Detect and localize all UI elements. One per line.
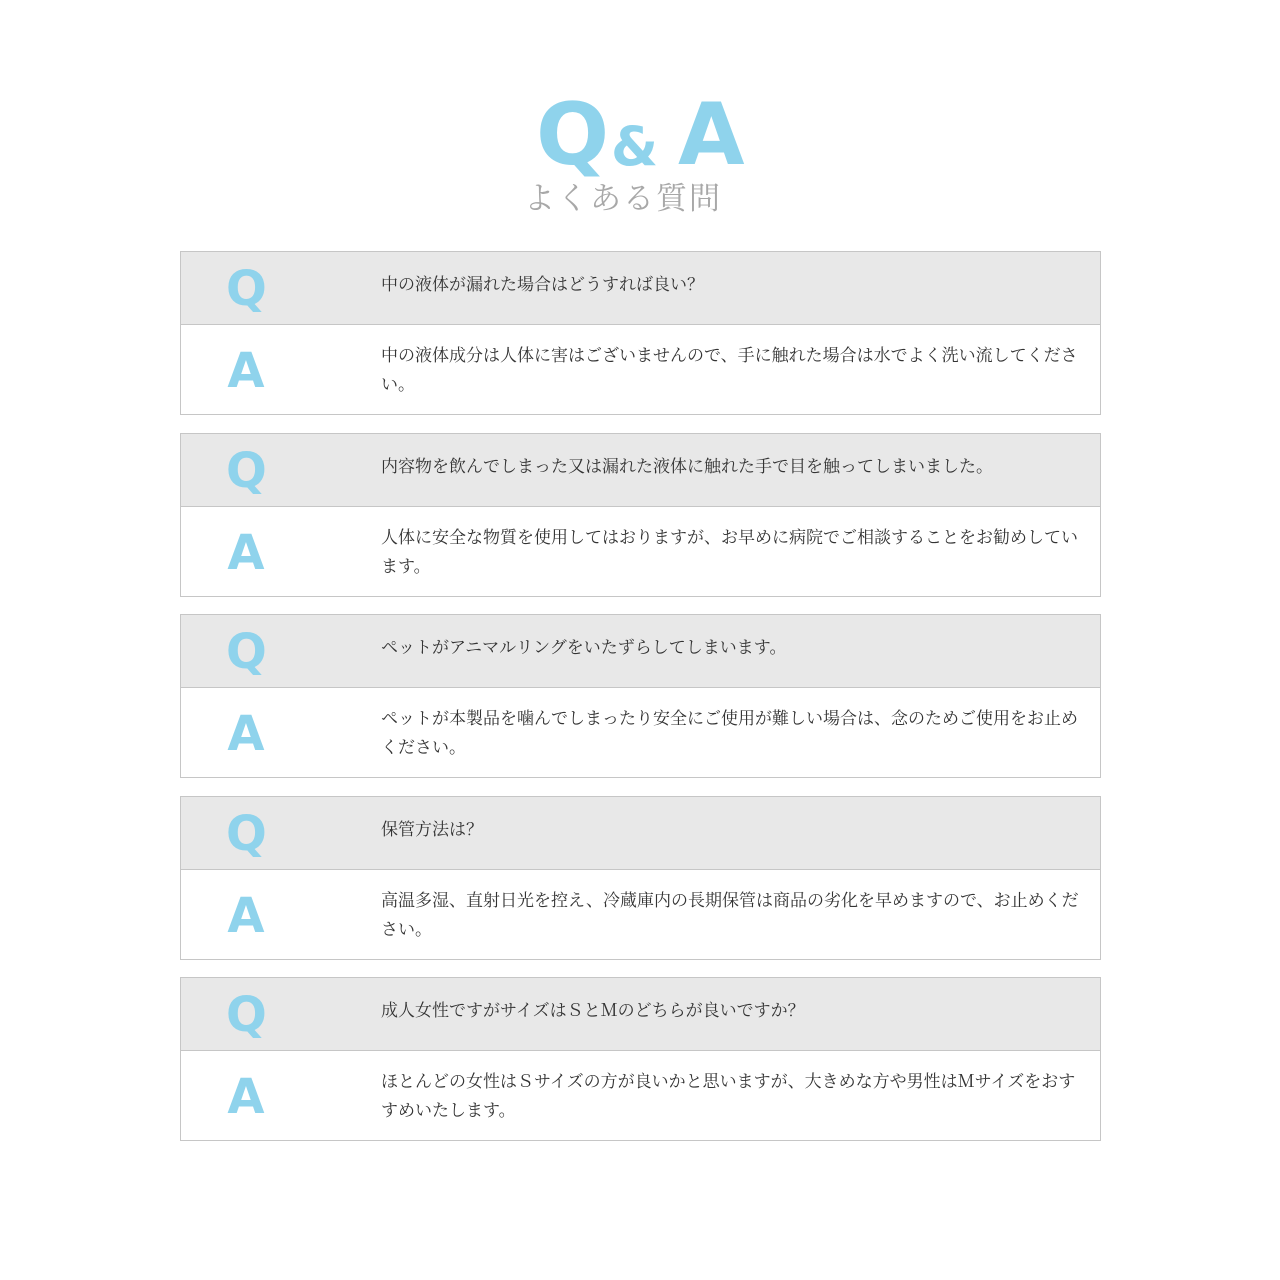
answer-marker: A <box>227 1069 265 1125</box>
title-a-letter: A <box>678 85 745 185</box>
answer-row <box>181 870 1100 959</box>
question-row <box>181 434 1100 507</box>
faq-item <box>180 251 1101 415</box>
question-marker: Q <box>226 987 267 1043</box>
answer-row <box>181 688 1100 777</box>
question-marker: Q <box>226 624 267 680</box>
answer-row <box>181 507 1100 596</box>
title-ampersand: & <box>611 115 659 178</box>
answer-marker: A <box>227 525 265 581</box>
answer-text: 人体に安全な物質を使用してはおりますが、お早めに病院でご相談することをお勧めしています。 <box>381 528 1078 577</box>
question-row <box>181 978 1100 1051</box>
question-text: 成人女性ですがサイズはＳとＭのどちらが良いですか？ <box>381 1001 805 1021</box>
answer-marker: A <box>227 343 265 399</box>
question-marker: Q <box>226 261 267 317</box>
answer-text: 中の液体成分は人体に害はございませんので、手に触れた場合は水でよく洗い流してください。 <box>381 346 1078 395</box>
question-text: ペットがアニマルリングをいたずらしてしまいます。 <box>381 638 787 658</box>
question-row <box>181 252 1100 325</box>
question-row <box>181 797 1100 870</box>
question-text: 保管方法は？ <box>381 820 483 840</box>
question-row <box>181 615 1100 688</box>
answer-marker: A <box>227 888 265 944</box>
faq-item <box>180 614 1101 778</box>
answer-text: ペットが本製品を噛んでしまったり安全にご使用が難しい場合は、念のためご使用をお止めください。 <box>381 709 1078 758</box>
answer-row <box>181 1051 1100 1140</box>
question-marker: Q <box>226 443 267 499</box>
answer-text: ほとんどの女性はＳサイズの方が良いかと思いますが、大きめな方や男性はＭサイズをおすすめいたします。 <box>381 1072 1076 1121</box>
answer-text: 高温多湿、直射日光を控え、冷蔵庫内の長期保管は商品の劣化を早めますので、お止めください。 <box>381 891 1079 940</box>
answer-marker: A <box>227 706 265 762</box>
question-marker: Q <box>226 806 267 862</box>
question-text: 内容物を飲んでしまった又は漏れた液体に触れた手で目を触ってしまいました。 <box>381 457 993 477</box>
answer-row <box>181 325 1100 414</box>
page-subtitle: よくある質問 <box>524 181 722 217</box>
faq-item <box>180 977 1101 1141</box>
faq-item <box>180 796 1101 960</box>
question-text: 中の液体が漏れた場合はどうすれば良い？ <box>381 275 704 295</box>
title-q-letter: Q <box>536 85 610 185</box>
faq-item <box>180 433 1101 597</box>
